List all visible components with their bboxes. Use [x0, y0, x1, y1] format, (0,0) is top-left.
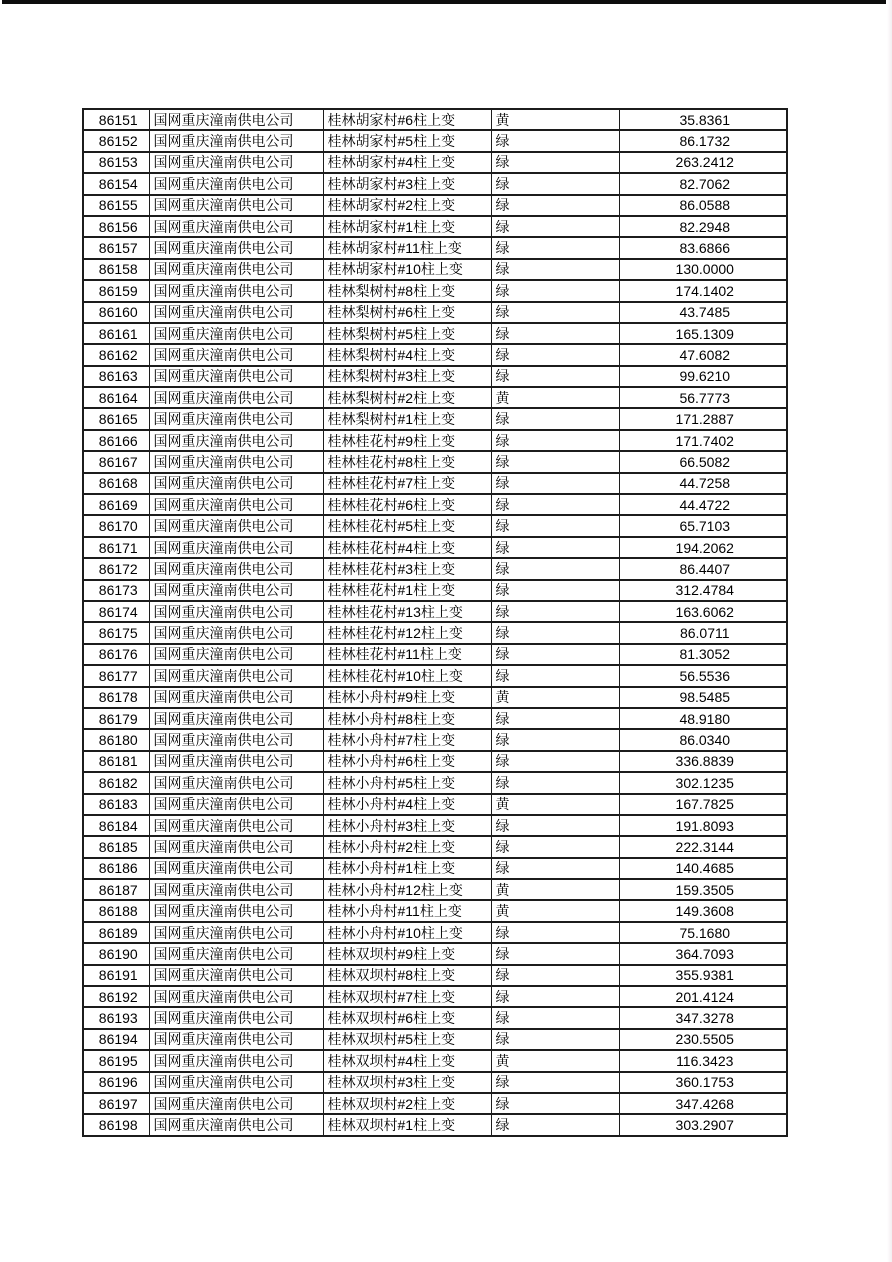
cell-load-value: 98.5485 — [619, 687, 787, 708]
cell-load-value: 82.2948 — [619, 216, 787, 237]
cell-status-flag: 绿 — [491, 751, 619, 772]
cell-transformer-name: 桂林桂花村#7柱上变 — [323, 473, 491, 494]
cell-record-id: 86171 — [83, 537, 149, 558]
cell-transformer-name: 桂林梨树村#4柱上变 — [323, 344, 491, 365]
cell-status-flag: 绿 — [491, 494, 619, 515]
cell-record-id: 86153 — [83, 152, 149, 173]
cell-status-flag: 绿 — [491, 195, 619, 216]
cell-company-name: 国网重庆潼南供电公司 — [149, 1114, 323, 1136]
cell-status-flag: 绿 — [491, 216, 619, 237]
cell-load-value: 171.2887 — [619, 408, 787, 429]
table-row — [83, 173, 787, 194]
cell-record-id: 86158 — [83, 259, 149, 280]
cell-transformer-name: 桂林胡家村#1柱上变 — [323, 216, 491, 237]
cell-load-value: 116.3423 — [619, 1050, 787, 1071]
cell-company-name: 国网重庆潼南供电公司 — [149, 1029, 323, 1050]
cell-status-flag: 绿 — [491, 344, 619, 365]
cell-record-id: 86185 — [83, 836, 149, 857]
cell-transformer-name: 桂林小舟村#8柱上变 — [323, 708, 491, 729]
cell-company-name: 国网重庆潼南供电公司 — [149, 430, 323, 451]
cell-load-value: 86.1732 — [619, 130, 787, 151]
cell-status-flag: 绿 — [491, 622, 619, 643]
table-row — [83, 943, 787, 964]
cell-transformer-name: 桂林小舟村#1柱上变 — [323, 858, 491, 879]
table-row — [83, 280, 787, 301]
cell-status-flag: 绿 — [491, 772, 619, 793]
table-row — [83, 794, 787, 815]
table-row — [83, 195, 787, 216]
table-row — [83, 729, 787, 750]
cell-load-value: 47.6082 — [619, 344, 787, 365]
cell-record-id: 86183 — [83, 794, 149, 815]
cell-company-name: 国网重庆潼南供电公司 — [149, 601, 323, 622]
cell-status-flag: 绿 — [491, 515, 619, 536]
cell-status-flag: 绿 — [491, 858, 619, 879]
cell-record-id: 86154 — [83, 173, 149, 194]
cell-load-value: 165.1309 — [619, 323, 787, 344]
cell-transformer-name: 桂林小舟村#10柱上变 — [323, 922, 491, 943]
cell-transformer-name: 桂林小舟村#5柱上变 — [323, 772, 491, 793]
cell-status-flag: 绿 — [491, 922, 619, 943]
cell-status-flag: 绿 — [491, 302, 619, 323]
cell-company-name: 国网重庆潼南供电公司 — [149, 900, 323, 921]
table-row — [83, 858, 787, 879]
cell-record-id: 86195 — [83, 1050, 149, 1071]
cell-company-name: 国网重庆潼南供电公司 — [149, 302, 323, 323]
table-row — [83, 622, 787, 643]
cell-status-flag: 绿 — [491, 965, 619, 986]
cell-company-name: 国网重庆潼南供电公司 — [149, 558, 323, 579]
cell-load-value: 35.8361 — [619, 109, 787, 130]
cell-load-value: 130.0000 — [619, 259, 787, 280]
cell-status-flag: 绿 — [491, 708, 619, 729]
table-row — [83, 644, 787, 665]
cell-load-value: 194.2062 — [619, 537, 787, 558]
table-row — [83, 687, 787, 708]
cell-record-id: 86190 — [83, 943, 149, 964]
cell-load-value: 86.0588 — [619, 195, 787, 216]
cell-transformer-name: 桂林双坝村#1柱上变 — [323, 1114, 491, 1136]
cell-load-value: 303.2907 — [619, 1114, 787, 1136]
table-row — [83, 922, 787, 943]
cell-load-value: 56.7773 — [619, 387, 787, 408]
cell-status-flag: 绿 — [491, 366, 619, 387]
cell-record-id: 86194 — [83, 1029, 149, 1050]
transformer-table-body — [83, 109, 787, 1136]
cell-status-flag: 绿 — [491, 237, 619, 258]
cell-company-name: 国网重庆潼南供电公司 — [149, 879, 323, 900]
cell-company-name: 国网重庆潼南供电公司 — [149, 708, 323, 729]
table-row — [83, 665, 787, 686]
cell-status-flag: 黄 — [491, 879, 619, 900]
cell-record-id: 86191 — [83, 965, 149, 986]
table-row — [83, 494, 787, 515]
cell-company-name: 国网重庆潼南供电公司 — [149, 216, 323, 237]
cell-load-value: 174.1402 — [619, 280, 787, 301]
table-row — [83, 216, 787, 237]
cell-load-value: 347.4268 — [619, 1093, 787, 1114]
cell-transformer-name: 桂林胡家村#6柱上变 — [323, 109, 491, 130]
cell-status-flag: 黄 — [491, 1050, 619, 1071]
cell-record-id: 86164 — [83, 387, 149, 408]
cell-record-id: 86180 — [83, 729, 149, 750]
cell-load-value: 43.7485 — [619, 302, 787, 323]
cell-status-flag: 绿 — [491, 323, 619, 344]
cell-record-id: 86181 — [83, 751, 149, 772]
cell-transformer-name: 桂林小舟村#9柱上变 — [323, 687, 491, 708]
cell-company-name: 国网重庆潼南供电公司 — [149, 130, 323, 151]
cell-status-flag: 绿 — [491, 130, 619, 151]
cell-company-name: 国网重庆潼南供电公司 — [149, 494, 323, 515]
table-row — [83, 708, 787, 729]
cell-load-value: 163.6062 — [619, 601, 787, 622]
cell-status-flag: 黄 — [491, 387, 619, 408]
cell-status-flag: 绿 — [491, 152, 619, 173]
cell-load-value: 171.7402 — [619, 430, 787, 451]
cell-record-id: 86163 — [83, 366, 149, 387]
table-row — [83, 558, 787, 579]
cell-company-name: 国网重庆潼南供电公司 — [149, 259, 323, 280]
table-row — [83, 879, 787, 900]
cell-record-id: 86178 — [83, 687, 149, 708]
cell-record-id: 86157 — [83, 237, 149, 258]
cell-transformer-name: 桂林梨树村#3柱上变 — [323, 366, 491, 387]
cell-status-flag: 绿 — [491, 601, 619, 622]
cell-record-id: 86169 — [83, 494, 149, 515]
cell-load-value: 191.8093 — [619, 815, 787, 836]
table-row — [83, 1029, 787, 1050]
cell-company-name: 国网重庆潼南供电公司 — [149, 965, 323, 986]
cell-company-name: 国网重庆潼南供电公司 — [149, 173, 323, 194]
cell-transformer-name: 桂林梨树村#5柱上变 — [323, 323, 491, 344]
cell-transformer-name: 桂林桂花村#8柱上变 — [323, 451, 491, 472]
cell-load-value: 312.4784 — [619, 580, 787, 601]
cell-load-value: 302.1235 — [619, 772, 787, 793]
cell-status-flag: 绿 — [491, 280, 619, 301]
cell-company-name: 国网重庆潼南供电公司 — [149, 794, 323, 815]
cell-record-id: 86152 — [83, 130, 149, 151]
cell-load-value: 66.5082 — [619, 451, 787, 472]
cell-record-id: 86189 — [83, 922, 149, 943]
cell-record-id: 86167 — [83, 451, 149, 472]
cell-company-name: 国网重庆潼南供电公司 — [149, 515, 323, 536]
table-row — [83, 1050, 787, 1071]
cell-load-value: 230.5505 — [619, 1029, 787, 1050]
cell-record-id: 86168 — [83, 473, 149, 494]
cell-load-value: 347.3278 — [619, 1007, 787, 1028]
cell-record-id: 86166 — [83, 430, 149, 451]
cell-transformer-name: 桂林桂花村#3柱上变 — [323, 558, 491, 579]
cell-company-name: 国网重庆潼南供电公司 — [149, 109, 323, 130]
cell-transformer-name: 桂林胡家村#11柱上变 — [323, 237, 491, 258]
cell-status-flag: 绿 — [491, 943, 619, 964]
cell-company-name: 国网重庆潼南供电公司 — [149, 323, 323, 344]
cell-load-value: 167.7825 — [619, 794, 787, 815]
cell-load-value: 149.3608 — [619, 900, 787, 921]
cell-status-flag: 绿 — [491, 815, 619, 836]
cell-company-name: 国网重庆潼南供电公司 — [149, 858, 323, 879]
table-row — [83, 387, 787, 408]
table-row — [83, 366, 787, 387]
cell-transformer-name: 桂林胡家村#3柱上变 — [323, 173, 491, 194]
cell-status-flag: 黄 — [491, 794, 619, 815]
cell-status-flag: 绿 — [491, 986, 619, 1007]
cell-record-id: 86172 — [83, 558, 149, 579]
table-row — [83, 259, 787, 280]
cell-load-value: 81.3052 — [619, 644, 787, 665]
cell-record-id: 86170 — [83, 515, 149, 536]
cell-company-name: 国网重庆潼南供电公司 — [149, 451, 323, 472]
cell-load-value: 336.8839 — [619, 751, 787, 772]
cell-transformer-name: 桂林双坝村#6柱上变 — [323, 1007, 491, 1028]
cell-status-flag: 绿 — [491, 558, 619, 579]
cell-transformer-name: 桂林小舟村#7柱上变 — [323, 729, 491, 750]
cell-company-name: 国网重庆潼南供电公司 — [149, 729, 323, 750]
cell-transformer-name: 桂林双坝村#4柱上变 — [323, 1050, 491, 1071]
table-row — [83, 451, 787, 472]
cell-company-name: 国网重庆潼南供电公司 — [149, 943, 323, 964]
cell-transformer-name: 桂林小舟村#6柱上变 — [323, 751, 491, 772]
table-row — [83, 323, 787, 344]
cell-transformer-name: 桂林小舟村#2柱上变 — [323, 836, 491, 857]
cell-load-value: 140.4685 — [619, 858, 787, 879]
cell-record-id: 86188 — [83, 900, 149, 921]
cell-record-id: 86151 — [83, 109, 149, 130]
cell-company-name: 国网重庆潼南供电公司 — [149, 986, 323, 1007]
cell-transformer-name: 桂林梨树村#1柱上变 — [323, 408, 491, 429]
cell-record-id: 86176 — [83, 644, 149, 665]
cell-company-name: 国网重庆潼南供电公司 — [149, 473, 323, 494]
cell-transformer-name: 桂林双坝村#7柱上变 — [323, 986, 491, 1007]
cell-record-id: 86179 — [83, 708, 149, 729]
cell-load-value: 201.4124 — [619, 986, 787, 1007]
cell-status-flag: 黄 — [491, 687, 619, 708]
cell-company-name: 国网重庆潼南供电公司 — [149, 836, 323, 857]
table-row — [83, 1093, 787, 1114]
cell-company-name: 国网重庆潼南供电公司 — [149, 1050, 323, 1071]
table-row — [83, 152, 787, 173]
cell-status-flag: 黄 — [491, 900, 619, 921]
cell-transformer-name: 桂林双坝村#2柱上变 — [323, 1093, 491, 1114]
cell-company-name: 国网重庆潼南供电公司 — [149, 622, 323, 643]
cell-record-id: 86175 — [83, 622, 149, 643]
table-row — [83, 836, 787, 857]
cell-load-value: 82.7062 — [619, 173, 787, 194]
cell-company-name: 国网重庆潼南供电公司 — [149, 1072, 323, 1093]
cell-status-flag: 绿 — [491, 1007, 619, 1028]
cell-transformer-name: 桂林小舟村#3柱上变 — [323, 815, 491, 836]
cell-status-flag: 绿 — [491, 836, 619, 857]
cell-record-id: 86197 — [83, 1093, 149, 1114]
cell-load-value: 86.0711 — [619, 622, 787, 643]
cell-load-value: 355.9381 — [619, 965, 787, 986]
cell-load-value: 159.3505 — [619, 879, 787, 900]
cell-company-name: 国网重庆潼南供电公司 — [149, 751, 323, 772]
cell-record-id: 86156 — [83, 216, 149, 237]
transformer-table — [82, 108, 788, 1137]
cell-company-name: 国网重庆潼南供电公司 — [149, 1093, 323, 1114]
cell-transformer-name: 桂林双坝村#3柱上变 — [323, 1072, 491, 1093]
cell-transformer-name: 桂林胡家村#5柱上变 — [323, 130, 491, 151]
cell-transformer-name: 桂林双坝村#8柱上变 — [323, 965, 491, 986]
cell-company-name: 国网重庆潼南供电公司 — [149, 280, 323, 301]
cell-status-flag: 绿 — [491, 473, 619, 494]
page-edge-shadow — [887, 0, 892, 1262]
cell-status-flag: 绿 — [491, 408, 619, 429]
table-row — [83, 515, 787, 536]
table-row — [83, 815, 787, 836]
cell-load-value: 86.0340 — [619, 729, 787, 750]
cell-company-name: 国网重庆潼南供电公司 — [149, 665, 323, 686]
cell-status-flag: 绿 — [491, 1029, 619, 1050]
cell-record-id: 86159 — [83, 280, 149, 301]
cell-record-id: 86192 — [83, 986, 149, 1007]
cell-transformer-name: 桂林桂花村#6柱上变 — [323, 494, 491, 515]
cell-status-flag: 绿 — [491, 729, 619, 750]
cell-load-value: 263.2412 — [619, 152, 787, 173]
table-row — [83, 302, 787, 323]
cell-record-id: 86186 — [83, 858, 149, 879]
cell-company-name: 国网重庆潼南供电公司 — [149, 152, 323, 173]
cell-company-name: 国网重庆潼南供电公司 — [149, 922, 323, 943]
cell-company-name: 国网重庆潼南供电公司 — [149, 687, 323, 708]
cell-transformer-name: 桂林胡家村#2柱上变 — [323, 195, 491, 216]
cell-transformer-name: 桂林小舟村#11柱上变 — [323, 900, 491, 921]
cell-record-id: 86177 — [83, 665, 149, 686]
cell-status-flag: 绿 — [491, 259, 619, 280]
cell-record-id: 86182 — [83, 772, 149, 793]
cell-transformer-name: 桂林胡家村#4柱上变 — [323, 152, 491, 173]
cell-status-flag: 绿 — [491, 451, 619, 472]
table-row — [83, 537, 787, 558]
cell-record-id: 86155 — [83, 195, 149, 216]
cell-load-value: 86.4407 — [619, 558, 787, 579]
cell-load-value: 222.3144 — [619, 836, 787, 857]
cell-status-flag: 绿 — [491, 580, 619, 601]
table-row — [83, 965, 787, 986]
page-top-border — [2, 0, 886, 4]
cell-status-flag: 绿 — [491, 1114, 619, 1136]
cell-record-id: 86162 — [83, 344, 149, 365]
table-row — [83, 237, 787, 258]
cell-transformer-name: 桂林梨树村#2柱上变 — [323, 387, 491, 408]
cell-load-value: 44.7258 — [619, 473, 787, 494]
table-row — [83, 430, 787, 451]
cell-company-name: 国网重庆潼南供电公司 — [149, 580, 323, 601]
cell-transformer-name: 桂林梨树村#8柱上变 — [323, 280, 491, 301]
table-row — [83, 473, 787, 494]
cell-transformer-name: 桂林桂花村#13柱上变 — [323, 601, 491, 622]
cell-transformer-name: 桂林小舟村#12柱上变 — [323, 879, 491, 900]
cell-status-flag: 绿 — [491, 665, 619, 686]
cell-record-id: 86193 — [83, 1007, 149, 1028]
cell-transformer-name: 桂林桂花村#10柱上变 — [323, 665, 491, 686]
cell-company-name: 国网重庆潼南供电公司 — [149, 366, 323, 387]
cell-record-id: 86160 — [83, 302, 149, 323]
cell-company-name: 国网重庆潼南供电公司 — [149, 195, 323, 216]
cell-status-flag: 绿 — [491, 537, 619, 558]
cell-transformer-name: 桂林胡家村#10柱上变 — [323, 259, 491, 280]
cell-company-name: 国网重庆潼南供电公司 — [149, 1007, 323, 1028]
cell-record-id: 86174 — [83, 601, 149, 622]
cell-record-id: 86173 — [83, 580, 149, 601]
table-row — [83, 900, 787, 921]
cell-status-flag: 绿 — [491, 430, 619, 451]
cell-record-id: 86161 — [83, 323, 149, 344]
cell-load-value: 65.7103 — [619, 515, 787, 536]
cell-status-flag: 黄 — [491, 109, 619, 130]
cell-record-id: 86187 — [83, 879, 149, 900]
table-row — [83, 130, 787, 151]
cell-company-name: 国网重庆潼南供电公司 — [149, 387, 323, 408]
cell-load-value: 360.1753 — [619, 1072, 787, 1093]
table-row — [83, 1007, 787, 1028]
cell-transformer-name: 桂林梨树村#6柱上变 — [323, 302, 491, 323]
table-row — [83, 986, 787, 1007]
table-row — [83, 408, 787, 429]
cell-company-name: 国网重庆潼南供电公司 — [149, 408, 323, 429]
cell-company-name: 国网重庆潼南供电公司 — [149, 644, 323, 665]
cell-transformer-name: 桂林小舟村#4柱上变 — [323, 794, 491, 815]
cell-load-value: 99.6210 — [619, 366, 787, 387]
cell-company-name: 国网重庆潼南供电公司 — [149, 772, 323, 793]
cell-transformer-name: 桂林桂花村#4柱上变 — [323, 537, 491, 558]
cell-status-flag: 绿 — [491, 644, 619, 665]
cell-transformer-name: 桂林桂花村#9柱上变 — [323, 430, 491, 451]
table-row — [83, 344, 787, 365]
cell-load-value: 364.7093 — [619, 943, 787, 964]
cell-record-id: 86196 — [83, 1072, 149, 1093]
table-row — [83, 1114, 787, 1136]
cell-company-name: 国网重庆潼南供电公司 — [149, 537, 323, 558]
table-row — [83, 751, 787, 772]
cell-status-flag: 绿 — [491, 173, 619, 194]
table-row — [83, 109, 787, 130]
cell-company-name: 国网重庆潼南供电公司 — [149, 815, 323, 836]
table-row — [83, 772, 787, 793]
cell-transformer-name: 桂林桂花村#1柱上变 — [323, 580, 491, 601]
table-row — [83, 601, 787, 622]
cell-load-value: 75.1680 — [619, 922, 787, 943]
cell-load-value: 56.5536 — [619, 665, 787, 686]
cell-record-id: 86184 — [83, 815, 149, 836]
cell-load-value: 44.4722 — [619, 494, 787, 515]
cell-record-id: 86198 — [83, 1114, 149, 1136]
cell-transformer-name: 桂林桂花村#11柱上变 — [323, 644, 491, 665]
cell-status-flag: 绿 — [491, 1072, 619, 1093]
table-row — [83, 1072, 787, 1093]
cell-company-name: 国网重庆潼南供电公司 — [149, 344, 323, 365]
cell-record-id: 86165 — [83, 408, 149, 429]
cell-transformer-name: 桂林双坝村#9柱上变 — [323, 943, 491, 964]
table-row — [83, 580, 787, 601]
cell-load-value: 48.9180 — [619, 708, 787, 729]
cell-transformer-name: 桂林双坝村#5柱上变 — [323, 1029, 491, 1050]
cell-company-name: 国网重庆潼南供电公司 — [149, 237, 323, 258]
cell-transformer-name: 桂林桂花村#5柱上变 — [323, 515, 491, 536]
cell-load-value: 83.6866 — [619, 237, 787, 258]
cell-transformer-name: 桂林桂花村#12柱上变 — [323, 622, 491, 643]
cell-status-flag: 绿 — [491, 1093, 619, 1114]
